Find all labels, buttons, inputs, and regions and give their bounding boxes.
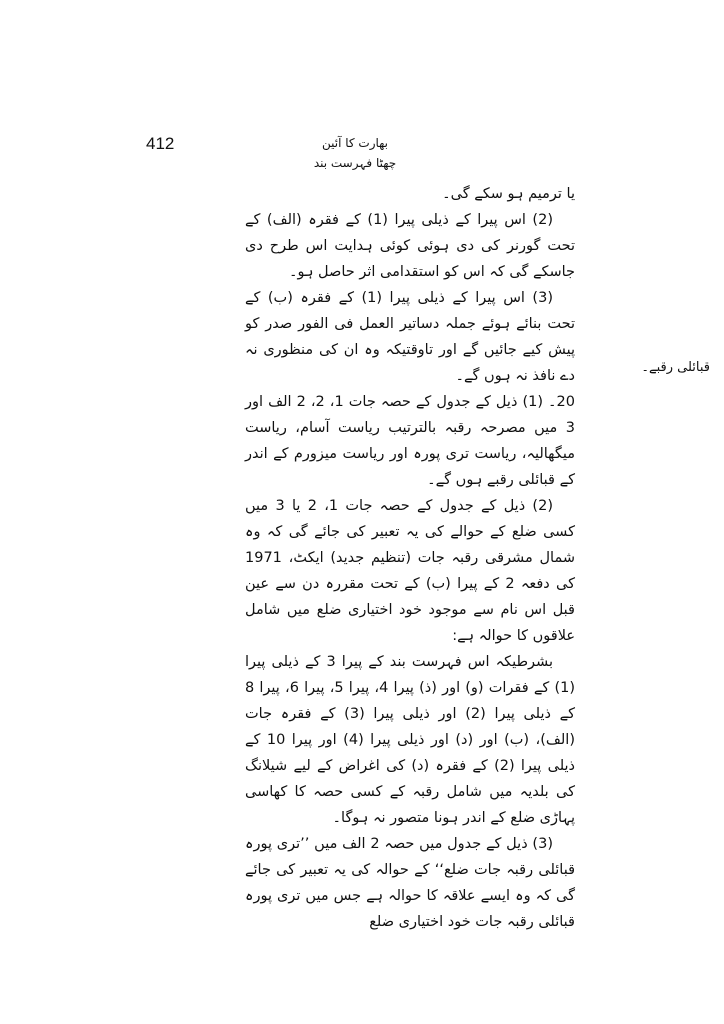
section-paragraph: 20۔ (1) ذیل کے جدول کے حصہ جات 1، 2، 2 الف اور 3 میں مصرحہ رقبہ بالترتیب ریاست آسام، ریاست میگھالیہ، ریاست تری پورہ اور ریاست میزورم کے اندر کے قبائلی رقبے ہوں گے۔ — [245, 394, 575, 488]
margin-note: قبائلی رقبے۔ — [641, 360, 710, 375]
document-body — [245, 181, 575, 935]
page-header — [300, 133, 410, 173]
proviso-paragraph: بشرطیکہ اس فہرست بند کے پیرا 3 کے ذیلی پیرا (1) کے فقرات (و) اور (ذ) پیرا 4، پیرا 5، پیرا 6، پیرا 8 کے ذیلی پیرا (2) اور ذیلی پیرا (3) کے فقرہ جات (الف)، (ب) اور (د) اور ذیلی پیرا (4) اور پیرا 10 کے ذیلی پیرا (2) کے فقرہ (د) کی اغراض کے لیے شیلانگ کی بلدیہ میں شامل رقبہ کے کسی حصہ کا کھاسی پہاڑی ضلع کے اندر ہونا متصور نہ ہوگا۔ — [245, 654, 576, 826]
header-title: بھارت کا آئین — [321, 136, 389, 150]
paragraph-continuation: یا ترمیم ہو سکے گی۔ — [442, 186, 575, 202]
header-subtitle: چھٹا فہرست بند — [313, 156, 397, 170]
paragraph: (3) ذیل کے جدول میں حصہ 2 الف میں ’’تری پورہ قبائلی رقبہ جات ضلع‘‘ کے حوالہ کی یہ تعبیر کی جائے گی کہ وہ ایسے علاقہ کا حوالہ ہے جس میں تری پورہ قبائلی رقبہ جات خود اختیاری ضلع — [245, 836, 575, 930]
paragraph: (2) اس پیرا کے ذیلی پیرا (1) کے فقرہ (الف) کے تحت گورنر کی دی ہوئی کوئی ہدایت اس طرح دی جاسکے گی کہ اس کو استقدامی اثر حاصل ہو۔ — [245, 212, 575, 280]
paragraph: (3) اس پیرا کے ذیلی پیرا (1) کے فقرہ (ب) کے تحت بنائے ہوئے جملہ دساتیر العمل فی الفور صدر کو پیش کیے جائیں گے اور تاوقتیکہ وہ ان کی منظوری نہ دے نافذ نہ ہوں گے۔ — [245, 290, 575, 384]
paragraph: (2) ذیل کے جدول کے حصہ جات 1، 2 یا 3 میں کسی ضلع کے حوالے کی یہ تعبیر کی جائے گی کہ وہ شمال مشرقی رقبہ جات (تنظیم جدید) ایکٹ، 1971 کی دفعہ 2 کے پیرا (ب) کے تحت مقررہ دن سے عین قبل اس نام سے موجود خود اختیاری ضلع میں شامل علاقوں کا حوالہ ہے: — [245, 498, 575, 644]
page-number: 412 — [146, 134, 175, 153]
